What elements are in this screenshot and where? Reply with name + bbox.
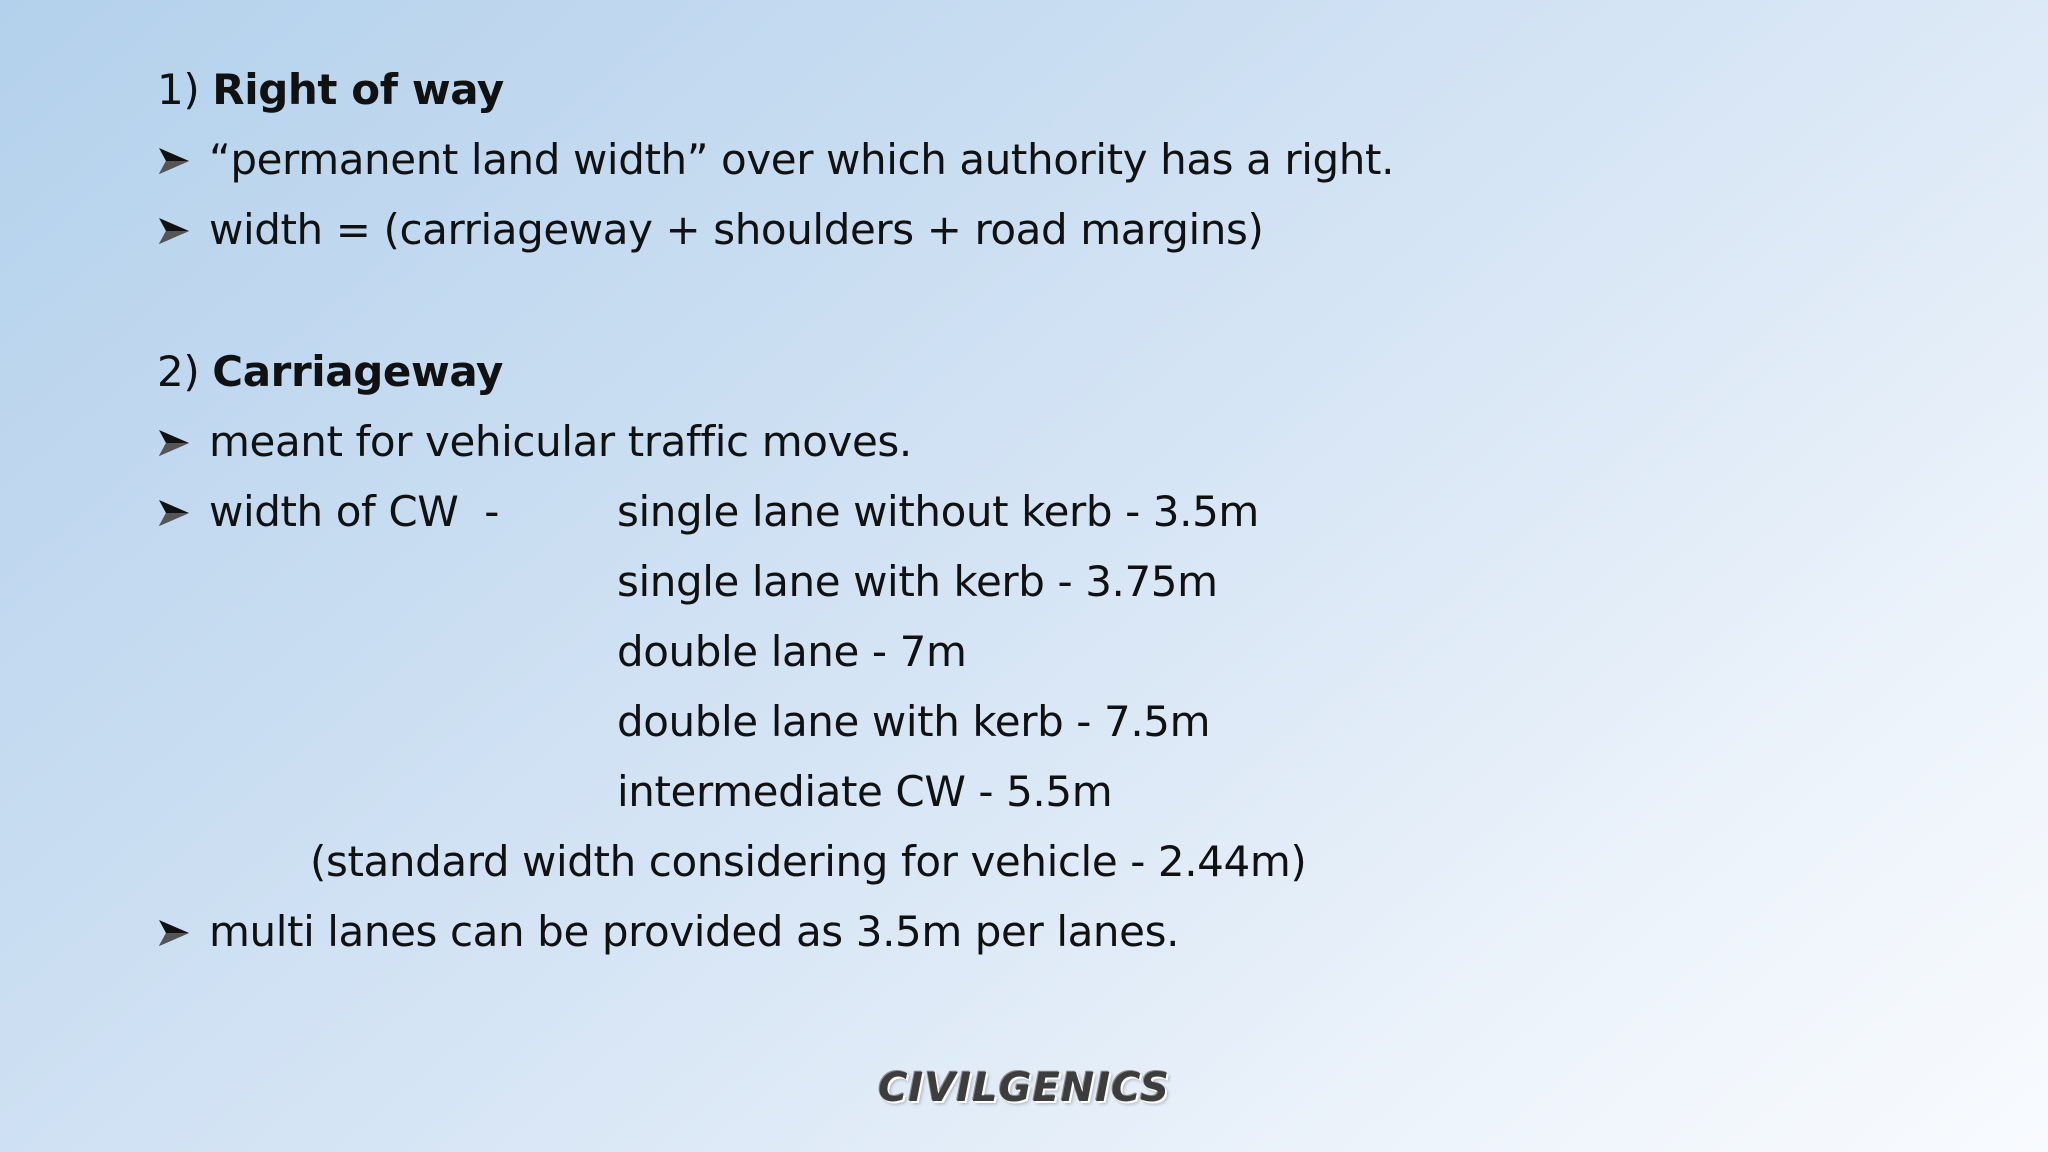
- section-2-heading: [157, 342, 503, 402]
- width-item-5: intermediate CW - 5.5m: [617, 767, 1113, 816]
- section-1-bullet-2: [157, 200, 1263, 260]
- arrowhead-bullet-icon: [157, 412, 209, 458]
- section-1-heading: [157, 60, 504, 120]
- standard-width-note: (standard width considering for vehicle - 2.44m): [310, 837, 1307, 886]
- section-2-bullet-multi: [157, 902, 1179, 962]
- width-item-4: double lane with kerb - 7.5m: [617, 697, 1211, 746]
- section-1-bullet-2-text: width = (carriageway + shoulders + road margins): [209, 205, 1264, 254]
- arrowhead-bullet-icon: [157, 200, 209, 246]
- section-2-number: 2): [157, 347, 200, 396]
- section-2-title: Carriageway: [212, 347, 503, 396]
- width-item-2: single lane with kerb - 3.75m: [617, 557, 1218, 606]
- section-2-bullet-meant-text: meant for vehicular traffic moves.: [209, 417, 912, 466]
- arrowhead-bullet-icon: [157, 902, 209, 948]
- width-label: width of CW -: [209, 487, 500, 536]
- section-1-bullet-1-text: “permanent land width” over which authority has a right.: [209, 135, 1395, 184]
- width-item-1: single lane without kerb - 3.5m: [617, 487, 1259, 536]
- section-2-bullet-width: [157, 482, 499, 542]
- section-1-number: 1): [157, 65, 200, 114]
- section-2-bullet-meant: [157, 412, 912, 472]
- width-item-3: double lane - 7m: [617, 627, 967, 676]
- section-1-title: Right of way: [212, 65, 504, 114]
- arrowhead-bullet-icon: [157, 482, 209, 528]
- civilgenics-logo: CIVILGENICS: [878, 1065, 1170, 1111]
- section-1-bullet-1: [157, 130, 1394, 190]
- arrowhead-bullet-icon: [157, 130, 209, 176]
- section-2-bullet-multi-text: multi lanes can be provided as 3.5m per lanes.: [209, 907, 1180, 956]
